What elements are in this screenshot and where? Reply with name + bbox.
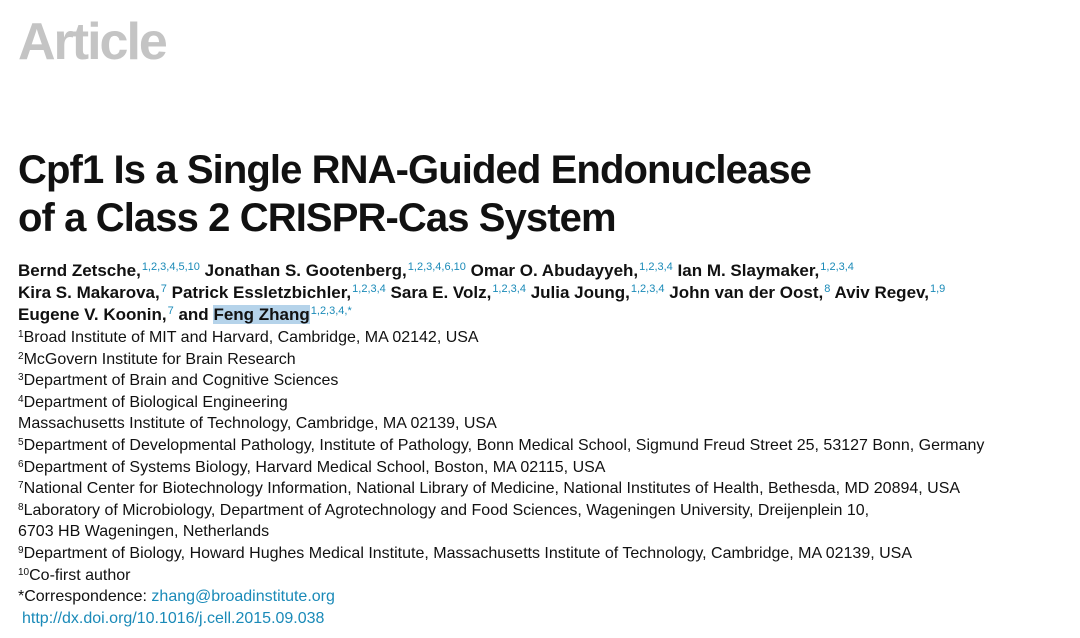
author-affiliation-marks: 1,9 bbox=[929, 283, 946, 295]
correspondence-label: *Correspondence: bbox=[18, 588, 147, 606]
affiliation-text: Co-first author bbox=[29, 566, 131, 584]
affiliation-number: 7 bbox=[18, 480, 24, 492]
author-row-2 bbox=[18, 282, 1080, 304]
affiliation-text: 6703 HB Wageningen, Netherlands bbox=[18, 523, 270, 541]
correspondence-line bbox=[18, 586, 1080, 608]
affiliation-text: Department of Biological Engineering bbox=[23, 393, 288, 411]
affiliation-item bbox=[18, 500, 1080, 522]
affiliation-item bbox=[18, 543, 1080, 565]
author-affiliation-marks: 1,2,3,4 bbox=[630, 283, 665, 295]
author-name-selected[interactable]: Feng Zhang bbox=[213, 305, 310, 324]
article-title-line-1: Cpf1 Is a Single RNA-Guided Endonuclease bbox=[18, 148, 812, 192]
affiliation-item bbox=[18, 349, 1080, 371]
author-name[interactable]: Jonathan S. Gootenberg, bbox=[204, 261, 407, 280]
affiliation-item bbox=[18, 370, 1080, 392]
article-type-label: Article bbox=[18, 13, 166, 71]
author-affiliation-marks: 1,2,3,4,6,10 bbox=[407, 261, 466, 273]
author-name[interactable]: Aviv Regev, bbox=[834, 283, 929, 302]
doi-line bbox=[18, 608, 1080, 630]
affiliation-text: Broad Institute of MIT and Harvard, Cambridge, MA 02142, USA bbox=[23, 329, 479, 346]
author-affiliation-marks: 7 bbox=[160, 283, 167, 295]
affiliation-number: 3 bbox=[18, 372, 24, 384]
doi-link[interactable]: http://dx.doi.org/10.1016/j.cell.2015.09.038 bbox=[22, 609, 325, 627]
article-title bbox=[18, 146, 811, 242]
author-affiliation-marks: 1,2,3,4 bbox=[639, 261, 673, 273]
author-list bbox=[18, 260, 1080, 326]
affiliation-number: 8 bbox=[18, 501, 24, 513]
affiliation-item bbox=[18, 457, 1080, 479]
author-affiliation-marks: 7 bbox=[167, 305, 174, 317]
author-name[interactable]: Sara E. Volz, bbox=[390, 283, 492, 302]
article-title-line-2: of a Class 2 CRISPR-Cas System bbox=[18, 196, 616, 240]
affiliation-text: Department of Systems Biology, Harvard Medical School, Boston, MA 02115, USA bbox=[23, 458, 606, 476]
author-conjunction: and bbox=[178, 305, 209, 324]
affiliation-item bbox=[18, 565, 1080, 587]
affiliation-text: National Center for Biotechnology Information, National Library of Medicine, National Institutes of Health, Bethesda, MD 20894, USA bbox=[23, 480, 961, 498]
author-name[interactable]: Kira S. Makarova, bbox=[18, 283, 160, 302]
affiliation-item bbox=[18, 413, 1080, 435]
affiliation-number: 5 bbox=[18, 436, 24, 448]
affiliation-number: 9 bbox=[18, 544, 24, 556]
affiliation-text: McGovern Institute for Brain Research bbox=[23, 350, 296, 368]
author-row-1 bbox=[18, 260, 1080, 282]
author-name[interactable]: John van der Oost, bbox=[669, 283, 824, 302]
author-name[interactable]: Ian M. Slaymaker, bbox=[677, 261, 820, 280]
affiliation-item bbox=[18, 392, 1080, 414]
author-affiliation-marks: 1,2,3,4 bbox=[492, 283, 526, 295]
author-affiliation-marks: 8 bbox=[824, 283, 831, 295]
author-affiliation-marks: 1,2,3,4 bbox=[352, 283, 386, 295]
author-name[interactable]: Julia Joung, bbox=[530, 283, 630, 302]
correspondence-email-link[interactable]: zhang@broadinstitute.org bbox=[151, 588, 335, 606]
author-name[interactable]: Bernd Zetsche, bbox=[18, 261, 141, 280]
affiliation-item bbox=[18, 478, 1080, 500]
author-name[interactable]: Patrick Essletzbichler, bbox=[171, 283, 352, 302]
author-name[interactable]: Omar O. Abudayyeh, bbox=[470, 261, 639, 280]
affiliation-list bbox=[18, 327, 1080, 629]
affiliation-number: 2 bbox=[18, 350, 24, 362]
affiliation-item bbox=[18, 327, 1080, 349]
affiliation-text: Department of Brain and Cognitive Sciences bbox=[23, 372, 339, 390]
affiliation-text: Laboratory of Microbiology, Department of Agrotechnology and Food Sciences, Wageningen University, Dreijenplein 10, bbox=[23, 501, 870, 519]
author-name[interactable]: Eugene V. Koonin, bbox=[18, 305, 167, 324]
author-affiliation-marks: 1,2,3,4,5,10 bbox=[141, 261, 200, 273]
affiliation-number: 6 bbox=[18, 458, 24, 470]
affiliation-number: 4 bbox=[18, 393, 24, 405]
affiliation-text: Massachusetts Institute of Technology, Cambridge, MA 02139, USA bbox=[18, 415, 497, 433]
affiliation-item bbox=[18, 521, 1080, 543]
affiliation-text: Department of Biology, Howard Hughes Medical Institute, Massachusetts Institute of Technology, Cambridge, MA 02139, USA bbox=[23, 544, 913, 562]
affiliation-number: 1 bbox=[18, 329, 24, 340]
affiliation-item bbox=[18, 435, 1080, 457]
author-row-3 bbox=[18, 304, 1080, 326]
affiliation-number: 10 bbox=[18, 566, 30, 578]
author-affiliation-marks: 1,2,3,4 bbox=[820, 261, 854, 273]
author-affiliation-marks: 1,2,3,4,* bbox=[310, 305, 352, 317]
affiliation-text: Department of Developmental Pathology, Institute of Pathology, Bonn Medical School, Sigmund Freud Street 25, 53127 Bonn, Germany bbox=[23, 436, 985, 454]
